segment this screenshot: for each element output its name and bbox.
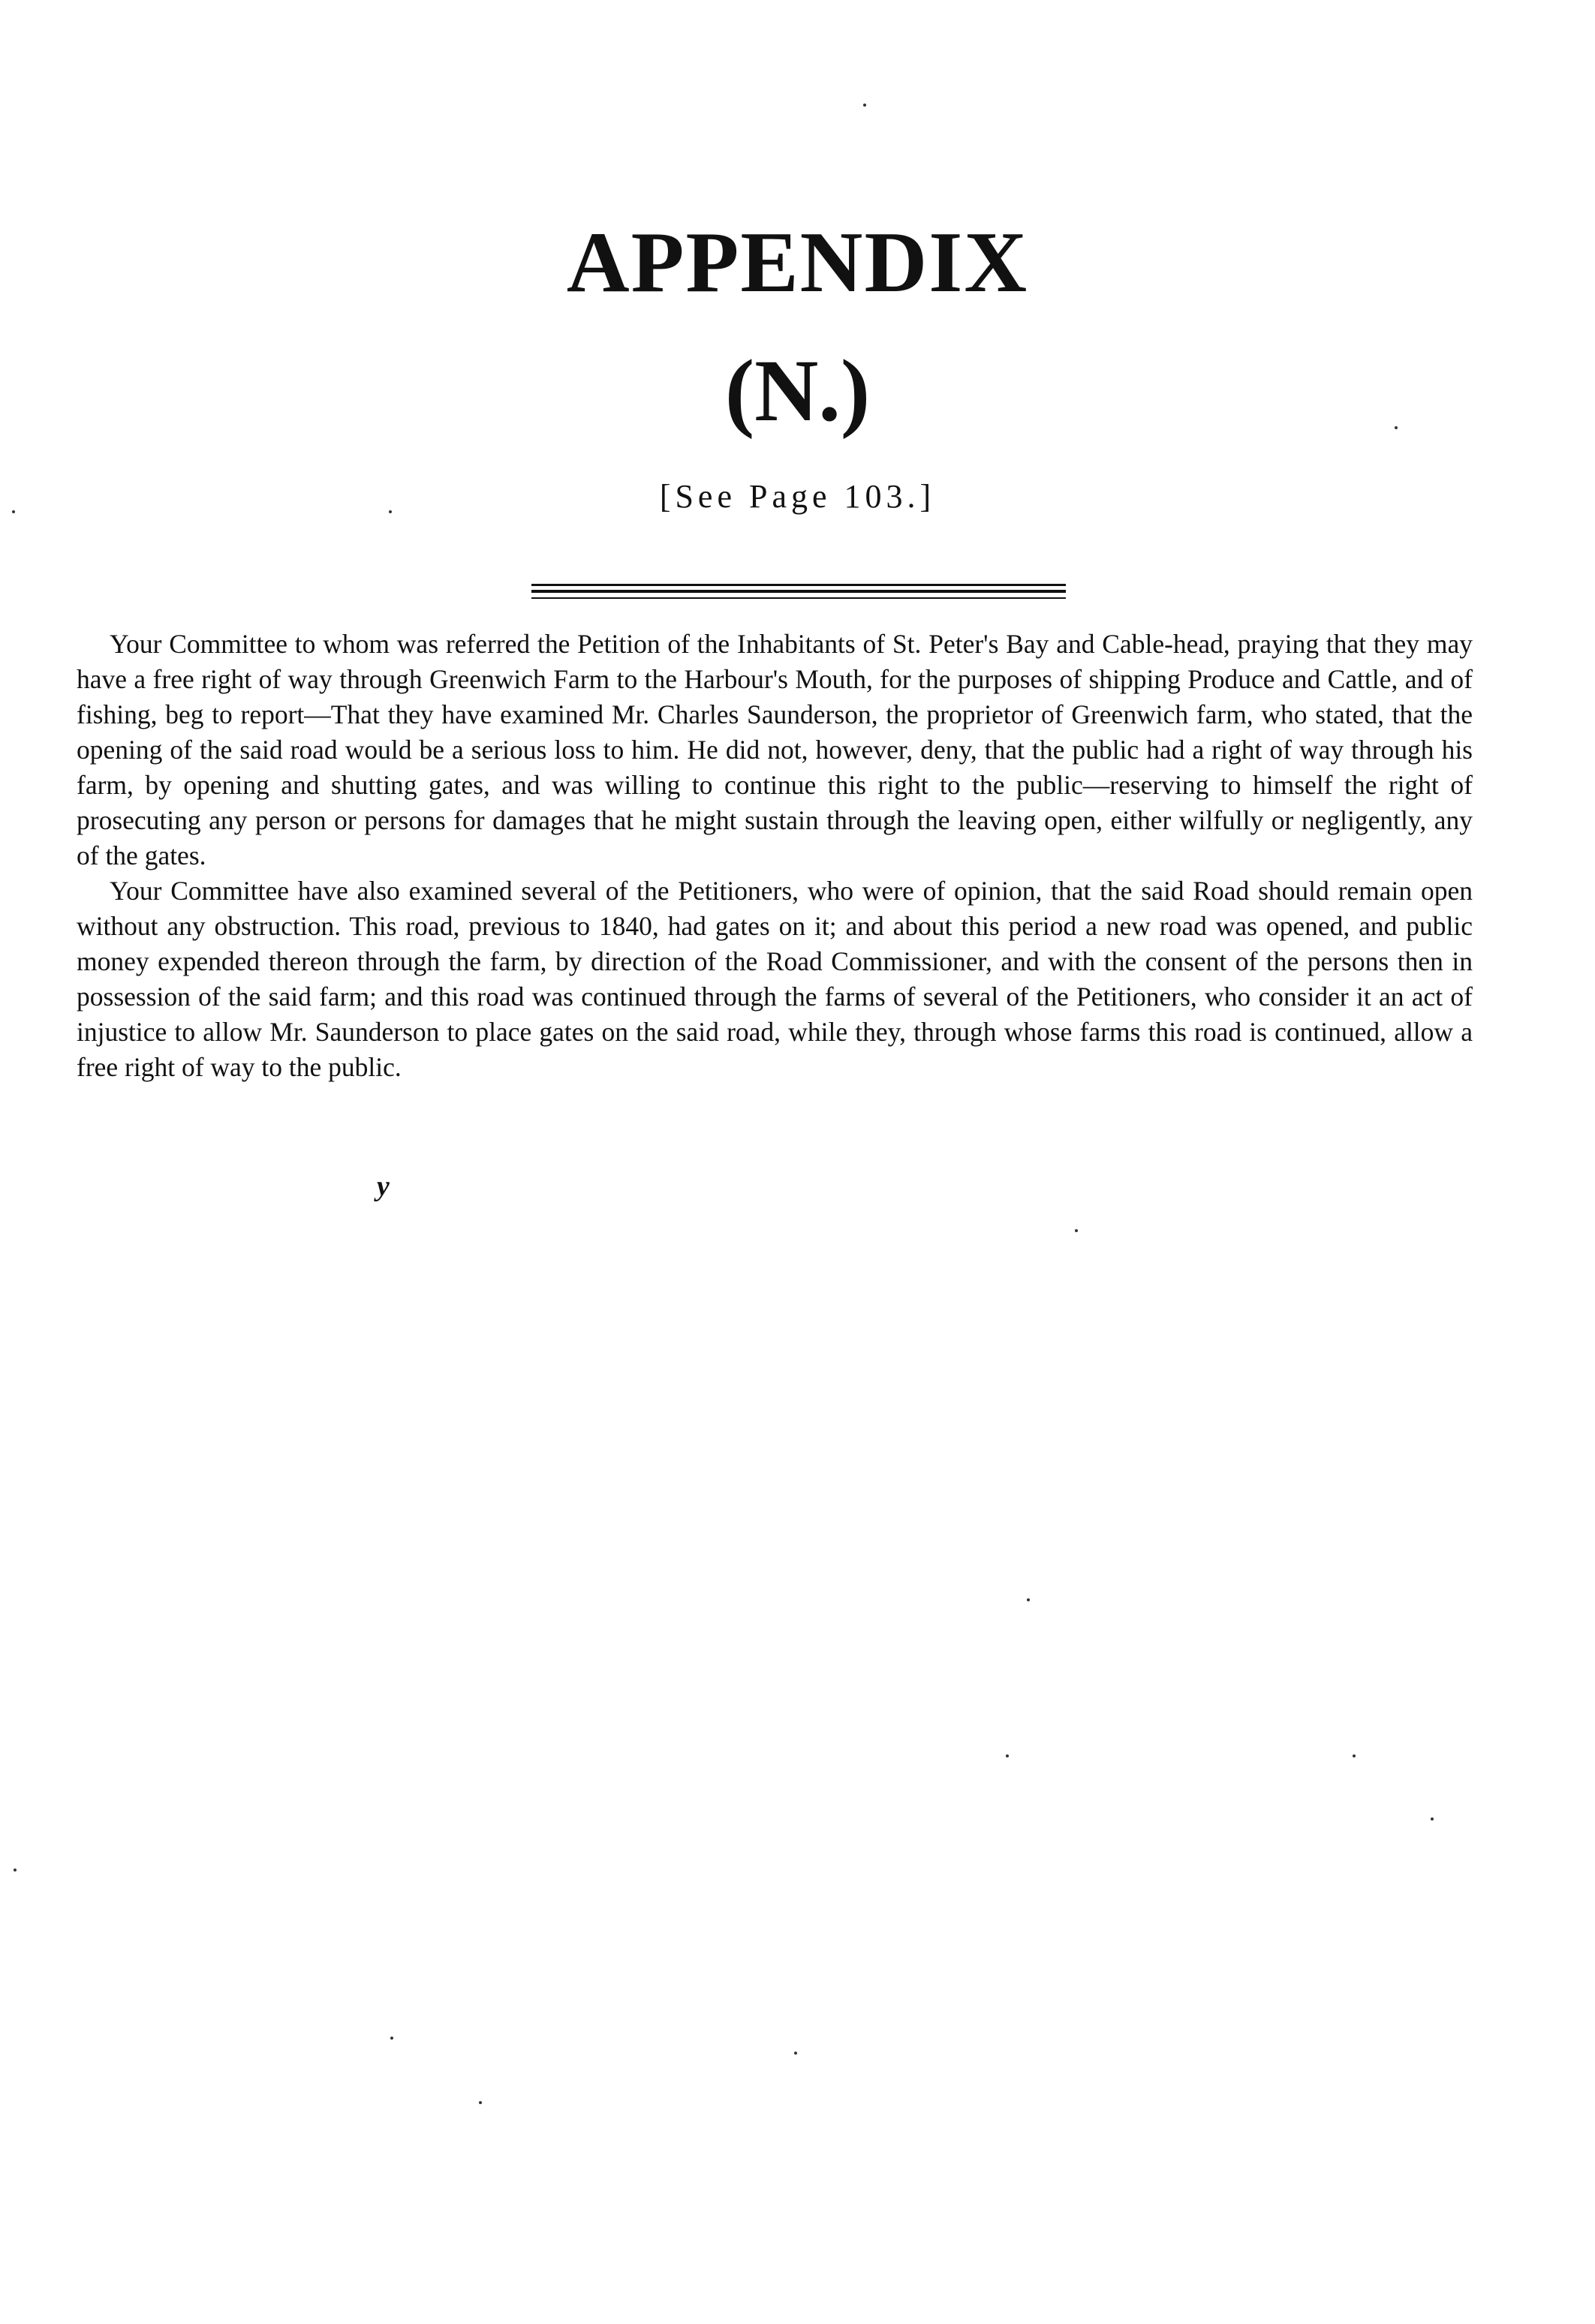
scan-speck xyxy=(1075,1229,1078,1232)
scan-speck xyxy=(14,1869,17,1872)
scan-speck xyxy=(12,510,15,513)
divider-rule-bottom xyxy=(531,597,1066,599)
scan-speck xyxy=(390,2037,393,2040)
scan-speck xyxy=(1353,1754,1356,1757)
scan-speck xyxy=(1395,426,1398,429)
report-body xyxy=(77,627,1473,1085)
scan-speck xyxy=(1027,1598,1030,1601)
divider-rule-top xyxy=(531,584,1066,586)
scan-speck xyxy=(389,510,392,513)
appendix-letter: (N.) xyxy=(724,341,871,440)
signature-mark: y xyxy=(377,1171,390,1202)
scan-speck xyxy=(1431,1817,1434,1820)
scan-speck xyxy=(479,2101,482,2104)
appendix-title: APPENDIX xyxy=(566,215,1029,311)
report-paragraph-2: Your Committee have also examined several of the Petitioners, who were of opinion, that the said Road should remain open without any obstruction. This road, previous to 1840, had gates on it; and about this period a new road was opened, and public money expended thereon through the farm, by direction of the Road Commissioner, and with the consent of the persons then in possession of the said farm; and this road was continued through the farms of several of the Petitioners, who consider it an act of injustice to allow Mr. Saunderson to place gates on the said road, while they, through whose farms this road is continued, allow a free right of way to the public. xyxy=(77,876,1473,1082)
divider-rule-middle xyxy=(531,590,1066,593)
scan-speck xyxy=(1006,1754,1009,1757)
page-reference: [See Page 103.] xyxy=(659,478,936,515)
scan-speck xyxy=(794,2052,797,2055)
scan-speck xyxy=(863,104,866,107)
report-paragraph-1: Your Committee to whom was referred the Petition of the Inhabitants of St. Peter's Bay and Cable-head, praying that they may have a free right of way through Greenwich Farm to the Harbour's Mouth, for the purposes of shipping Produce and Cattle, and of fishing, beg to report—That they have examined Mr. Charles Saunderson, the proprietor of Greenwich farm, who stated, that the opening of the said road would be a serious loss to him. He did not, however, deny, that the public had a right of way through his farm, by opening and shutting gates, and was willing to continue this right to the public—reserving to himself the right of prosecuting any person or persons for damages that he might sustain through the leaving open, either wilfully or negligently, any of the gates. xyxy=(77,629,1473,870)
